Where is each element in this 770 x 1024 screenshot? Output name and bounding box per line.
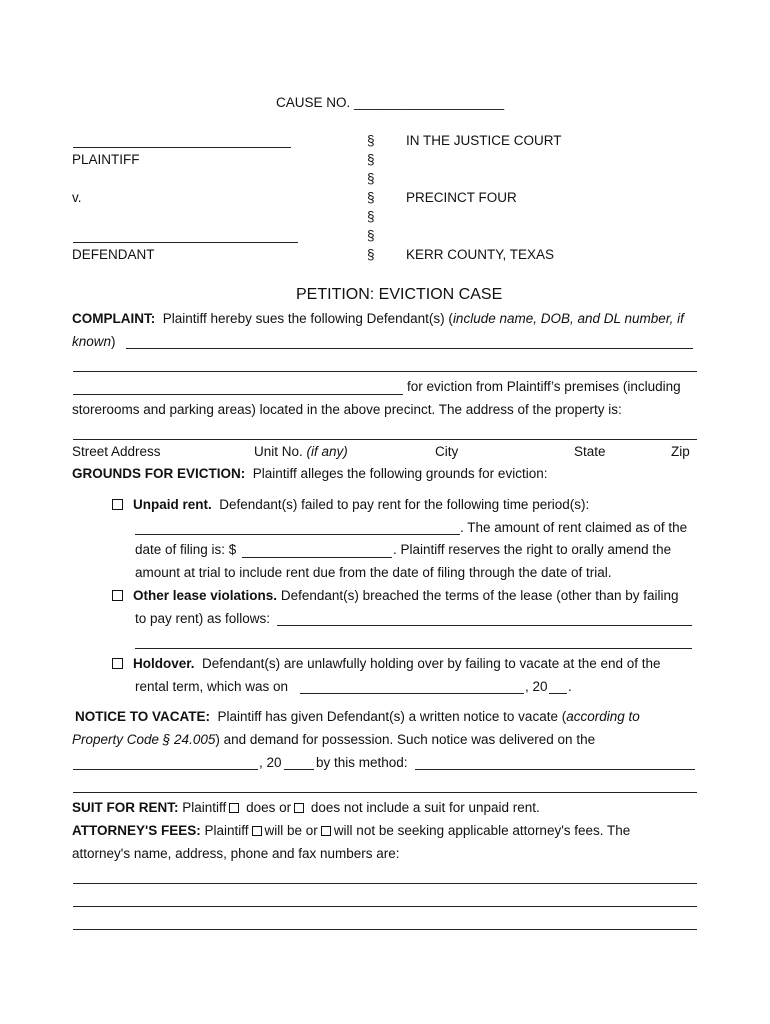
unpaid-rent-line1: Unpaid rent. Defendant(s) failed to pay rent for the following time period(s): — [133, 497, 590, 512]
city-label: City — [435, 444, 459, 459]
state-label: State — [574, 444, 606, 459]
suit-does-checkbox[interactable] — [229, 803, 239, 813]
rental-term-text: rental term, which was on — [135, 679, 289, 694]
attorney-info-line[interactable] — [73, 883, 697, 884]
section-mark: § — [367, 247, 375, 262]
by-this-method-text: by this method: — [316, 755, 408, 770]
court-county: KERR COUNTY, TEXAS — [406, 247, 555, 262]
fees-will-checkbox[interactable] — [252, 826, 262, 836]
notice-method-line[interactable] — [415, 769, 695, 770]
attorney-info-line[interactable] — [73, 906, 697, 907]
holdover-year-prefix: , 20 — [525, 679, 548, 694]
violations-line[interactable] — [135, 648, 692, 649]
holdover-period: . — [568, 679, 572, 694]
defendant-info-line[interactable] — [73, 371, 697, 372]
suit-for-rent-paragraph: SUIT FOR RENT: Plaintiff does or does not include a suit for unpaid rent. — [72, 800, 540, 815]
reserve-right-text: . Plaintiff reserves the right to orally amend the — [393, 542, 672, 557]
rent-period-line[interactable] — [135, 534, 460, 535]
section-mark: § — [367, 171, 375, 186]
notice-year-prefix: , 20 — [259, 755, 282, 770]
court-precinct: PRECINCT FOUR — [406, 190, 517, 205]
street-address-label: Street Address — [72, 444, 161, 459]
cause-number: CAUSE NO. ____________________ — [276, 95, 505, 110]
for-eviction-text: for eviction from Plaintiff’s premises (including — [407, 379, 681, 394]
fees-will-not-checkbox[interactable] — [321, 826, 331, 836]
rent-amount-line[interactable] — [242, 557, 392, 558]
attorney-info-line[interactable] — [73, 929, 697, 930]
notice-year-line[interactable] — [284, 769, 314, 770]
defendant-label: DEFENDANT — [72, 247, 155, 262]
notice-method-line[interactable] — [73, 792, 697, 793]
plaintiff-label: PLAINTIFF — [72, 152, 140, 167]
storerooms-text: storerooms and parking areas) located in the above precinct. The address of the property is: — [72, 402, 622, 417]
section-mark: § — [367, 190, 375, 205]
zip-label: Zip — [671, 444, 690, 459]
section-mark: § — [367, 152, 375, 167]
holdover-checkbox[interactable] — [112, 658, 123, 669]
section-mark: § — [367, 228, 375, 243]
court-name: IN THE JUSTICE COURT — [406, 133, 562, 148]
versus-label: v. — [72, 190, 82, 205]
unit-label: Unit No. (if any) — [254, 444, 348, 459]
complaint-paragraph: COMPLAINT: Plaintiff hereby sues the following Defendant(s) (include name, DOB, and DL number, if — [72, 311, 684, 326]
amount-claimed-text: . The amount of rent claimed as of the — [460, 520, 688, 535]
defendant-name-line[interactable] — [73, 242, 298, 243]
grounds-paragraph: GROUNDS FOR EVICTION: Plaintiff alleges the following grounds for eviction: — [72, 466, 548, 481]
unpaid-rent-checkbox[interactable] — [112, 499, 123, 510]
section-mark: § — [367, 133, 375, 148]
amount-at-trial-text: amount at trial to include rent due from the date of filing through the date of trial. — [135, 565, 612, 580]
complaint-label: COMPLAINT: — [72, 311, 156, 326]
date-of-filing-text: date of filing is: $ — [135, 542, 237, 557]
petition-title: PETITION: EVICTION CASE — [296, 286, 503, 303]
plaintiff-name-line[interactable] — [73, 147, 291, 148]
holdover-year-line[interactable] — [549, 693, 567, 694]
notice-continued: Property Code § 24.005) and demand for possession. Such notice was delivered on the — [72, 732, 596, 747]
violations-line[interactable] — [277, 625, 692, 626]
rental-term-date-line[interactable] — [300, 693, 524, 694]
other-violations-checkbox[interactable] — [112, 590, 123, 601]
suit-does-not-checkbox[interactable] — [294, 803, 304, 813]
attorney-info-text: attorney's name, address, phone and fax numbers are: — [72, 846, 400, 861]
defendant-info-line[interactable] — [126, 348, 693, 349]
other-violations-line2: to pay rent) as follows: — [135, 611, 271, 626]
attorney-fees-paragraph: ATTORNEY'S FEES: Plaintiff will be or will not be seeking applicable attorney's fees. The — [72, 823, 631, 838]
complaint-continued: known) — [72, 334, 116, 349]
defendant-info-line[interactable] — [73, 394, 403, 395]
property-address-line[interactable] — [73, 439, 697, 440]
other-violations-line1: Other lease violations. Defendant(s) breached the terms of the lease (other than by failing — [133, 588, 679, 603]
holdover-line1: Holdover. Defendant(s) are unlawfully holding over by failing to vacate at the end of the — [133, 656, 661, 671]
notice-date-line[interactable] — [73, 769, 258, 770]
section-mark: § — [367, 209, 375, 224]
notice-paragraph: NOTICE TO VACATE: Plaintiff has given Defendant(s) a written notice to vacate (according to — [75, 709, 640, 724]
